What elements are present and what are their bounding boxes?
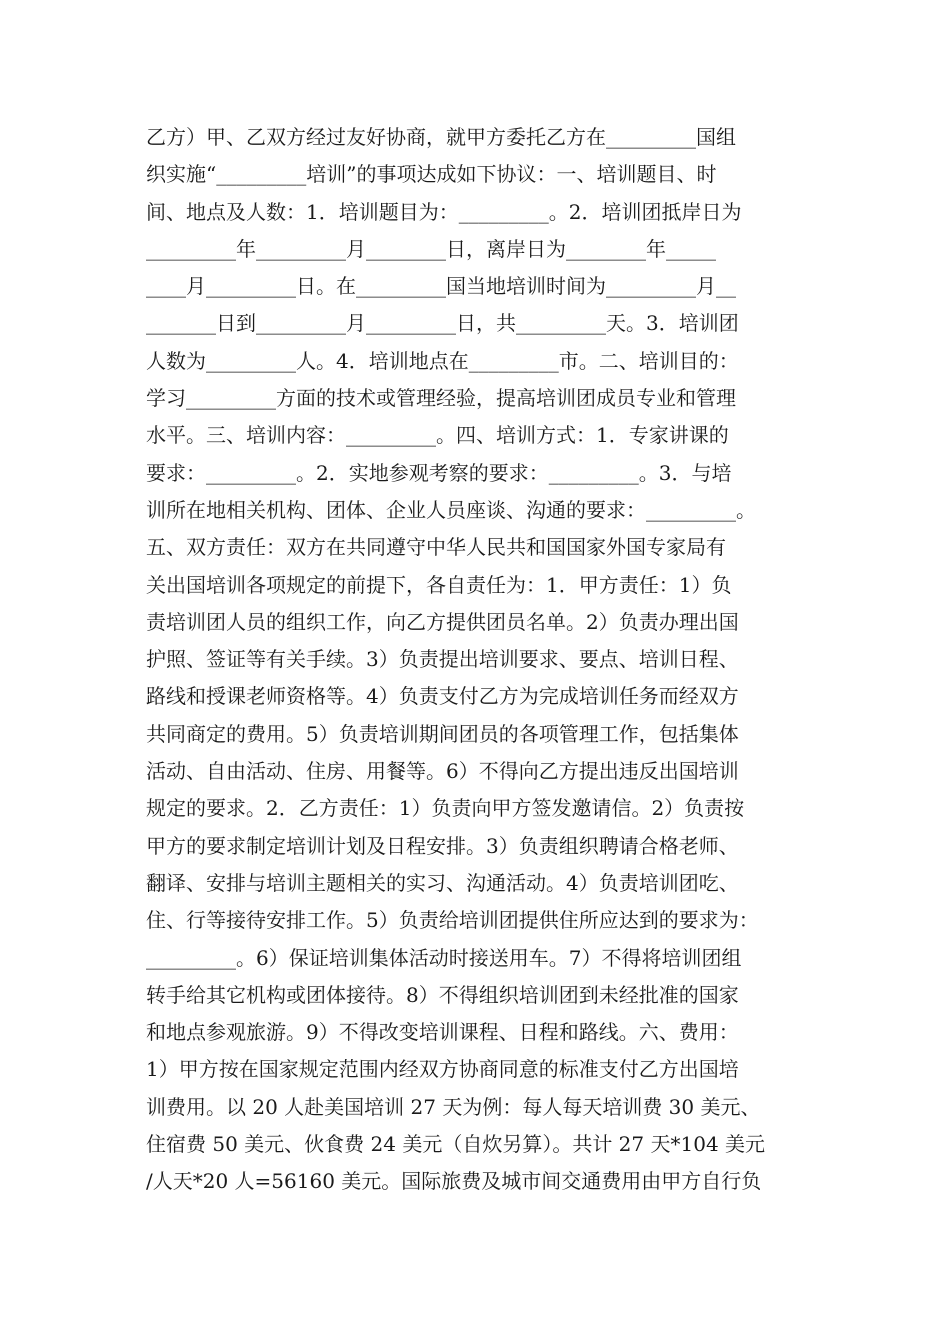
text-line: 共同商定的费用。5）负责培训期间团员的各项管理工作，包括集体 xyxy=(146,721,739,746)
text-line: 活动、自由活动、住房、用餐等。6）不得向乙方提出违反出国培训 xyxy=(146,759,739,784)
text-line: 学习_________方面的技术或管理经验，提高培训团成员专业和管理 xyxy=(146,386,736,411)
text-line: 水平。三、培训内容：_________。四、培训方式：1．专家讲课的 xyxy=(146,423,729,448)
text-line: 翻译、安排与培训主题相关的实习、沟通活动。4）负责培训团吃、 xyxy=(146,870,739,895)
text-line: 训所在地相关机构、团体、企业人员座谈、沟通的要求：_________。 xyxy=(146,497,756,522)
text-line: 1）甲方按在国家规定范围内经双方协商同意的标准支付乙方出国培 xyxy=(146,1057,739,1082)
document-body xyxy=(146,119,826,1201)
text-line: _________。6）保证培训集体活动时接送用车。7）不得将培训团组 xyxy=(146,945,742,970)
text-line: 人数为_________人。4．培训地点在_________市。二、培训目的： xyxy=(146,348,739,373)
text-line: 路线和授课老师资格等。4）负责支付乙方为完成培训任务而经双方 xyxy=(146,684,739,709)
text-line: 规定的要求。2．乙方责任：1）负责向甲方签发邀请信。2）负责按 xyxy=(146,796,745,821)
text-line: 关出国培训各项规定的前提下，各自责任为：1．甲方责任：1）负 xyxy=(146,572,732,597)
text-line: _________年_________月________日，离岸日为________年_____ xyxy=(146,236,716,261)
text-line: 和地点参观旅游。9）不得改变培训课程、日程和路线。六、费用： xyxy=(146,1020,739,1045)
text-line: _______日到_________月_________日，共_________天。3．培训团 xyxy=(146,311,739,336)
text-line: 乙方）甲、乙双方经过友好协商，就甲方委托乙方在_________国组 xyxy=(146,125,736,149)
text-line: 要求：_________。2．实地参观考察的要求：_________。3．与培 xyxy=(146,460,732,485)
text-line: 织实施“_________培训”的事项达成如下协议：一、培训题目、时 xyxy=(146,162,717,187)
text-line: 间、地点及人数：1．培训题目为：_________。2．培训团抵岸日为 xyxy=(146,199,742,224)
text-line: 住、行等接待安排工作。5）负责给培训团提供住所应达到的要求为： xyxy=(146,908,759,933)
text-line: 住宿费 50 美元、伙食费 24 美元（自炊另算）。共计 27 天*104 美元 xyxy=(146,1132,766,1157)
text-line: 转手给其它机构或团体接待。8）不得组织培训团到未经批准的国家 xyxy=(146,982,739,1007)
text-line: /人天*20 人=56160 美元。国际旅费及城市间交通费用由甲方自行负 xyxy=(146,1169,762,1194)
text-line: ____月_________日。在_________国当地培训时间为_________月__ xyxy=(146,274,736,299)
text-line: 甲方的要求制定培训计划及日程安排。3）负责组织聘请合格老师、 xyxy=(146,833,739,858)
text-line: 责培训团人员的组织工作，向乙方提供团员名单。2）负责办理出国 xyxy=(146,609,739,634)
text-line: 训费用。以 20 人赴美国培训 27 天为例：每人每天培训费 30 美元、 xyxy=(146,1094,761,1119)
text-line: 五、双方责任：双方在共同遵守中华人民共和国国家外国专家局有 xyxy=(146,535,726,560)
text-line: 护照、签证等有关手续。3）负责提出培训要求、要点、培训日程、 xyxy=(146,647,739,672)
